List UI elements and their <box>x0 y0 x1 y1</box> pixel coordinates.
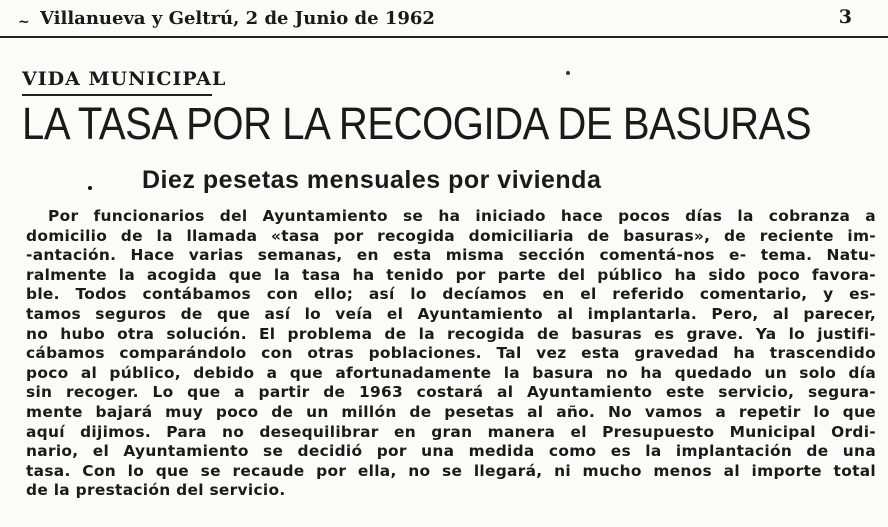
body-line: sin recoger. Lo que a partir de 1963 costará al Ayuntamiento este servicio, segura- <box>26 383 876 402</box>
corner-mark: ~ <box>18 14 30 30</box>
body-line: -antación. Hace varias semanas, en esta misma sección comentá-nos e- tema. Natu- <box>26 246 876 265</box>
body-line: aquí dijimos. Para no desequilibrar en gran manera el Presupuesto Municipal Ordi- <box>26 422 876 441</box>
body-line: tasa. Con lo que se recaude por ella, no se llegará, ni mucho menos al importe total <box>26 461 876 480</box>
body-line: no hubo otra solución. El problema de la recogida de basuras es grave. Ya lo justifi- <box>26 324 876 343</box>
print-speck <box>566 71 570 75</box>
article-body <box>26 207 876 501</box>
body-line: domicilio de la llamada «tasa por recogida domiciliaria de basuras», de reciente im- <box>26 226 876 245</box>
body-line: cábamos comparándolo con otras poblaciones. Tal vez esta gravedad ha trascendido <box>26 344 876 363</box>
header-rule <box>0 36 888 38</box>
body-line: mente bajará muy poco de un millón de pesetas al año. No vamos a repetir lo que <box>26 402 876 421</box>
headline: LA TASA POR LA RECOGIDA DE BASURAS <box>22 98 812 149</box>
page-number: 3 <box>838 6 852 28</box>
section-label: VIDA MUNICIPAL <box>22 68 227 90</box>
body-line: ralmente la acogida que la tasa ha tenido por parte del público ha sido poco favora- <box>26 265 876 284</box>
body-line: nario, el Ayuntamiento se decidió por una medida como es la implantación de una <box>26 442 876 461</box>
body-line: ble. Todos contábamos con ello; así lo decíamos en el referido comentario, y es- <box>26 285 876 304</box>
subheadline: Diez pesetas mensuales por vivienda <box>142 166 602 194</box>
body-line: tamos seguros de que así lo veía el Ayuntamiento al implantarla. Pero, al parecer, <box>26 304 876 323</box>
body-line: poco al público, debido a que afortunadamente la basura no ha quedado un solo día <box>26 363 876 382</box>
body-line: de la prestación del servicio. <box>26 481 286 500</box>
dateline: Villanueva y Geltrú, 2 de Junio de 1962 <box>40 7 435 29</box>
page-header <box>18 4 880 32</box>
bullet-dot <box>88 186 92 190</box>
body-line: Por funcionarios del Ayuntamiento se ha iniciado hace pocos días la cobranza a <box>48 207 876 225</box>
